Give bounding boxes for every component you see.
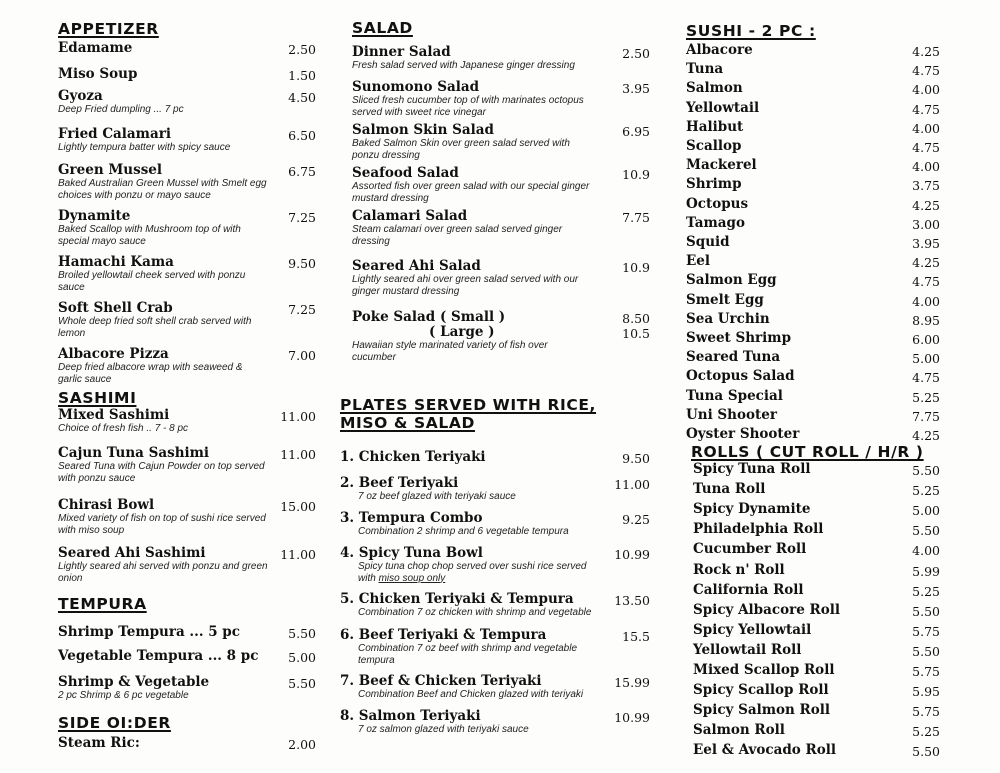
sushi-item (686, 273, 940, 288)
item-name-large: ( Large ) (429, 324, 495, 340)
roll-item (693, 482, 940, 497)
item-name: Yellowtail Roll (693, 641, 802, 658)
item-price: 9.25 (622, 512, 650, 527)
item-name: Spicy Tuna Roll (693, 461, 811, 477)
item-name: 7. Beef & Chicken Teriyaki (340, 673, 542, 689)
item-price: 4.00 (912, 120, 940, 136)
item-name: Seafood Salad (352, 165, 459, 181)
item-price: 2.00 (288, 737, 316, 752)
item-name: Spicy Yellowtail (693, 621, 812, 638)
menu-item-steam-rice (58, 736, 316, 751)
item-description: Deep fried albacore wrap with seaweed & garlic sauce (58, 362, 243, 385)
item-name: Octopus (686, 195, 749, 212)
item-price: 15.00 (280, 499, 316, 514)
item-price: 5.50 (912, 744, 940, 760)
item-name: Poke Salad ( Small ) (352, 309, 506, 325)
item-price: 4.25 (912, 197, 940, 213)
menu-item-beef-teriyaki (340, 476, 650, 503)
roll-item (693, 563, 940, 578)
sushi-item (686, 331, 940, 346)
item-price: 4.75 (912, 370, 940, 386)
sushi-item (686, 62, 940, 77)
item-price: 10.99 (614, 710, 650, 725)
item-price: 7.75 (912, 408, 940, 424)
item-price: 3.95 (912, 236, 940, 251)
menu-item-chicken-teriyaki (340, 450, 650, 465)
item-price: 7.75 (622, 210, 650, 225)
sushi-item (686, 216, 940, 231)
item-name: Halibut (686, 118, 744, 135)
sushi-item (686, 408, 940, 423)
item-price: 5.25 (912, 389, 940, 405)
item-name: Salmon Roll (693, 722, 785, 739)
section-title-rolls: ROLLS ( CUT ROLL / H/R ) (691, 443, 924, 461)
item-description-text: Spicy tuna chop chop served over sushi rice served with (358, 561, 587, 584)
item-price: 15.99 (614, 675, 650, 690)
item-name: Hamachi Kama (58, 254, 174, 270)
item-price: 5.50 (912, 643, 940, 659)
item-description-underlined: miso soup only (378, 572, 446, 584)
item-description: Deep Fried dumpling ... 7 pc (58, 104, 184, 115)
menu-item-cajun-tuna-sashimi (58, 446, 316, 484)
item-name: 4. Spicy Tuna Bowl (340, 545, 483, 561)
sushi-item (686, 254, 940, 269)
menu-item-edamame (58, 41, 316, 56)
sushi-item (686, 120, 940, 135)
roll-item (693, 743, 940, 758)
item-price: 6.95 (622, 124, 650, 139)
item-price: 5.00 (912, 503, 940, 519)
item-price: 5.25 (912, 483, 940, 499)
item-name: Seared Ahi Sashimi (58, 545, 206, 561)
menu-item-hamachi-kama (58, 255, 316, 293)
item-name: Tuna Special (686, 387, 783, 404)
item-description: 7 oz beef glazed with teriyaki sauce (358, 491, 516, 502)
item-name: Cucumber Roll (693, 541, 807, 558)
section-title-salad: SALAD (352, 19, 413, 37)
item-description: Combination 2 shrimp and 6 vegetable tempura (358, 526, 569, 537)
item-name: Eel & Avocado Roll (693, 742, 836, 759)
item-name: Salmon Skin Salad (352, 122, 494, 138)
item-name: Spicy Albacore Roll (693, 601, 840, 618)
roll-item (693, 643, 940, 658)
item-name: Shrimp & Vegetable (58, 674, 210, 690)
item-description: Baked Scallop with Mushroom top of with special mayo sauce (58, 224, 241, 247)
item-description: Combination Beef and Chicken glazed with teriyaki (358, 689, 584, 700)
roll-item (693, 462, 940, 477)
sushi-item (686, 350, 940, 365)
item-description: Lightly seared ahi over green salad served with our ginger mustard dressing (352, 274, 579, 297)
sushi-item (686, 81, 940, 96)
menu-item-dinner-salad (352, 45, 650, 72)
item-name: Fried Calamari (58, 126, 171, 142)
item-name: 5. Chicken Teriyaki & Tempura (340, 591, 574, 607)
item-name: Green Mussel (58, 162, 163, 178)
item-name: Tuna (686, 61, 724, 78)
sushi-item (686, 427, 940, 442)
item-price: 5.25 (912, 724, 940, 740)
item-price: 5.75 (912, 704, 940, 720)
item-price: 6.50 (288, 128, 316, 143)
item-name: Shrimp Tempura ... 5 pc (58, 624, 240, 640)
menu-item-seared-ahi-salad (352, 259, 650, 297)
item-price: 5.50 (912, 603, 940, 619)
item-price-small: 8.50 (622, 311, 650, 326)
section-title-plates: PLATES SERVED WITH RICE, MISO & SALAD (340, 396, 597, 432)
item-name: 1. Chicken Teriyaki (340, 449, 486, 465)
item-price: 2.50 (288, 42, 316, 57)
item-name: Philadelphia Roll (693, 521, 824, 538)
sushi-item (686, 158, 940, 173)
sushi-item (686, 101, 940, 116)
item-price: 5.50 (912, 523, 940, 539)
item-price: 9.50 (288, 256, 316, 271)
item-description: Baked Australian Green Mussel with Smelt egg choices with ponzu or mayo sauce (58, 178, 267, 201)
item-description: Combination 7 oz chicken with shrimp and vegetable (358, 607, 592, 618)
item-description: Lightly seared ahi served with ponzu and green onion (58, 561, 268, 584)
sushi-item (686, 43, 940, 58)
item-price: 5.75 (912, 623, 940, 639)
item-price: 15.5 (622, 629, 650, 644)
item-name: Mixed Scallop Roll (693, 662, 835, 678)
item-price: 6.00 (912, 332, 940, 347)
item-price: 5.50 (288, 676, 316, 691)
item-name: California Roll (693, 581, 804, 598)
item-description: Mixed variety of fish on top of sushi rice served with miso soup (58, 513, 266, 536)
item-description (340, 561, 650, 584)
item-price: 5.00 (912, 351, 940, 367)
roll-item (693, 502, 940, 517)
item-name: Seared Ahi Salad (352, 258, 481, 274)
item-name: Spicy Scallop Roll (693, 682, 829, 699)
item-price: 11.00 (280, 447, 316, 462)
item-price: 4.75 (912, 63, 940, 79)
menu-item-sunomono-salad (352, 80, 650, 118)
item-price: 1.50 (288, 68, 316, 83)
menu-item-poke-salad (352, 310, 650, 363)
item-name: Dinner Salad (352, 44, 451, 60)
item-price: 11.00 (614, 477, 650, 492)
item-description: Fresh salad served with Japanese ginger dressing (352, 60, 575, 71)
item-price: 13.50 (614, 593, 650, 608)
item-price: 5.50 (912, 463, 940, 478)
menu-item-shrimp-and-vegetable (58, 675, 316, 702)
item-name: Oyster Shooter (686, 426, 800, 442)
sushi-item (686, 293, 940, 308)
item-name: Rock n' Roll (693, 561, 785, 578)
sushi-item (686, 389, 940, 404)
item-name: Seared Tuna (686, 349, 781, 366)
item-price: 10.9 (622, 167, 650, 182)
roll-item (693, 703, 940, 718)
item-name: Albacore Pizza (58, 346, 169, 362)
menu-item-mixed-sashimi (58, 408, 316, 435)
item-price: 5.99 (912, 563, 940, 579)
item-description: 7 oz salmon glazed with teriyaki sauce (358, 724, 529, 735)
item-price: 9.50 (622, 451, 650, 466)
item-price: 4.00 (912, 543, 940, 559)
item-name: Spicy Dynamite (693, 501, 811, 518)
item-price: 11.00 (280, 409, 316, 424)
item-price: 4.25 (912, 255, 940, 271)
item-description: Combination 7 oz beef with shrimp and vegetable tempura (358, 643, 578, 666)
item-name: Calamari Salad (352, 208, 468, 224)
menu-item-miso-soup (58, 67, 316, 82)
item-name: 6. Beef Teriyaki & Tempura (340, 627, 547, 643)
menu-item-shrimp-tempura (58, 625, 316, 640)
section-title-tempura: TEMPURA (58, 595, 147, 613)
sushi-item (686, 369, 940, 384)
item-price: 3.75 (912, 178, 940, 194)
item-name: Squid (686, 234, 730, 250)
menu-item-beef-chicken-teriyaki (340, 674, 650, 701)
roll-item (693, 623, 940, 638)
item-name: Mixed Sashimi (58, 407, 170, 423)
roll-item (693, 583, 940, 598)
item-name: Salmon Egg (686, 272, 777, 289)
item-price-large: 10.5 (622, 326, 650, 341)
item-price: 10.99 (614, 547, 650, 562)
menu-item-albacore-pizza (58, 347, 316, 385)
item-price: 4.50 (288, 90, 316, 105)
menu-item-salmon-teriyaki (340, 709, 650, 736)
item-name: Gyoza (58, 88, 103, 104)
item-name: 8. Salmon Teriyaki (340, 708, 481, 724)
section-title-side-order: SIDE OI:DER (58, 714, 171, 732)
item-description: Lightly tempura batter with spicy sauce (58, 142, 231, 153)
sushi-item (686, 177, 940, 192)
sushi-item (686, 312, 940, 327)
item-price: 6.75 (288, 164, 316, 179)
item-name: Edamame (58, 40, 133, 56)
menu-item-fried-calamari (58, 127, 316, 154)
sushi-item (686, 139, 940, 154)
roll-item (693, 542, 940, 557)
item-name: Eel (686, 253, 711, 270)
menu-item-green-mussel (58, 163, 316, 201)
item-name: 3. Tempura Combo (340, 510, 483, 526)
item-name: Dynamite (58, 208, 131, 224)
roll-item (693, 663, 940, 678)
item-price: 5.25 (912, 583, 940, 599)
section-title-appetizer: APPETIZER (58, 20, 159, 38)
item-price: 7.00 (288, 348, 316, 363)
menu-item-spicy-tuna-bowl (340, 546, 650, 584)
item-description: Choice of fresh fish .. 7 - 8 pc (58, 423, 189, 434)
roll-item (693, 723, 940, 738)
item-price: 4.75 (912, 140, 940, 155)
item-price: 4.00 (912, 159, 940, 175)
menu-item-soft-shell-crab (58, 301, 316, 339)
item-price: 4.00 (912, 293, 940, 309)
item-name: Scallop (686, 138, 742, 154)
item-name: Spicy Salmon Roll (693, 702, 830, 719)
item-price: 3.95 (622, 81, 650, 96)
item-price: 5.75 (912, 664, 940, 679)
menu-item-vegetable-tempura (58, 649, 316, 664)
menu-item-tempura-combo (340, 511, 650, 538)
item-name: Mackerel (686, 157, 757, 174)
item-description: 2 pc Shrimp & 6 pc vegetable (58, 690, 189, 701)
menu-item-chirasi-bowl (58, 498, 316, 536)
item-price: 5.50 (288, 626, 316, 641)
item-name: Sweet Shrimp (686, 330, 792, 346)
item-name: Yellowtail (686, 99, 760, 116)
item-name: Shrimp (686, 176, 742, 193)
section-title-sashimi: SASHIMI (58, 389, 137, 407)
menu-item-salmon-skin-salad (352, 123, 650, 161)
menu-item-dynamite (58, 209, 316, 247)
item-name: Vegetable Tempura ... 8 pc (58, 648, 259, 664)
item-price: 4.25 (912, 428, 940, 443)
item-price: 7.25 (288, 210, 316, 225)
item-price: 4.75 (912, 101, 940, 117)
item-description: Hawaiian style marinated variety of fish over cucumber (352, 340, 548, 363)
menu-item-chicken-teriyaki-tempura (340, 592, 650, 619)
sushi-item (686, 235, 940, 250)
item-description: Steam calamari over green salad served ginger dressing (352, 224, 563, 247)
item-price: 5.00 (288, 650, 316, 665)
item-price: 11.00 (280, 547, 316, 562)
item-price: 8.95 (912, 312, 940, 328)
item-price: 4.75 (912, 274, 940, 290)
item-description: Assorted fish over green salad with our special ginger mustard dressing (352, 181, 590, 204)
sushi-item (686, 197, 940, 212)
item-description: Whole deep fried soft shell crab served with lemon (58, 316, 252, 339)
menu-item-gyoza (58, 89, 316, 116)
item-name: Soft Shell Crab (58, 300, 173, 316)
item-name: Tuna Roll (693, 481, 766, 498)
item-name: Octopus Salad (686, 368, 795, 385)
item-name: Sea Urchin (686, 310, 770, 327)
item-price: 5.95 (912, 684, 940, 700)
menu-item-calamari-salad (352, 209, 650, 247)
item-name: 2. Beef Teriyaki (340, 475, 459, 491)
item-name: Cajun Tuna Sashimi (58, 445, 210, 461)
item-price: 3.00 (912, 216, 940, 232)
item-price: 7.25 (288, 302, 316, 317)
menu-item-seared-ahi-sashimi (58, 546, 316, 584)
item-price: 4.25 (912, 44, 940, 59)
menu-item-seafood-salad (352, 166, 650, 204)
item-description: Baked Salmon Skin over green salad served with ponzu dressing (352, 138, 570, 161)
item-name: Chirasi Bowl (58, 497, 155, 513)
roll-item (693, 683, 940, 698)
item-description: Seared Tuna with Cajun Powder on top served with ponzu sauce (58, 461, 265, 484)
menu-item-beef-teriyaki-tempura (340, 628, 650, 666)
roll-item (693, 603, 940, 618)
item-name: Salmon (686, 80, 743, 97)
item-price: 4.00 (912, 82, 940, 98)
item-price: 10.9 (622, 260, 650, 275)
section-title-sushi: SUSHI - 2 PC : (686, 22, 816, 40)
item-price: 2.50 (622, 46, 650, 61)
roll-item (693, 522, 940, 537)
item-name: Sunomono Salad (352, 79, 480, 95)
item-name: Miso Soup (58, 66, 138, 82)
item-name: Albacore (686, 42, 753, 58)
item-description: Sliced fresh cucumber top of with marinates octopus served with sweet rice vinegar (352, 95, 584, 118)
item-description: Broiled yellowtail cheek served with ponzu sauce (58, 270, 246, 293)
item-name: Smelt Egg (686, 291, 764, 308)
item-name: Steam Ric: (58, 735, 140, 751)
item-name: Uni Shooter (686, 406, 777, 423)
item-name: Tamago (686, 214, 745, 231)
